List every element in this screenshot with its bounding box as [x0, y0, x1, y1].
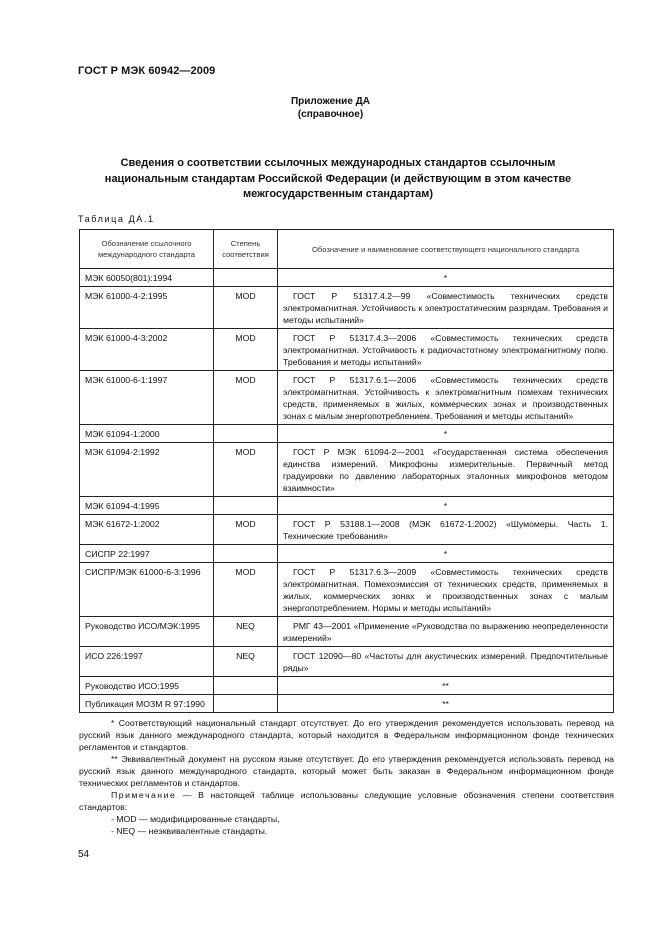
table-row — [80, 515, 614, 545]
cell-national-standard: ГОСТ Р 53188.1—2008 (МЭК 61672-1:2002) «Шумомеры. Часть 1. Технические требования» — [278, 515, 614, 545]
annex-type: (справочное) — [297, 109, 364, 120]
cell-national-standard: * — [278, 497, 614, 515]
table-row — [80, 329, 614, 371]
cell-national-standard: ГОСТ 12090—80 «Частоты для акустических измерений. Предпочтительные ряды» — [278, 647, 614, 677]
table-row — [80, 425, 614, 443]
table-row — [80, 371, 614, 425]
cell-degree: MOD — [214, 515, 278, 545]
footnote-double-star: ** Эквивалентный документ на русском языке отсутствует. До его утверждения рекомендуется использовать перевод на русский язык данного международного стандарта, который может быть заказан в Федеральном информационном фонде технических регламентов и стандартов. — [79, 754, 614, 788]
cell-intl-standard: СИСПР/МЭК 61000-6-3:1996 — [80, 563, 214, 617]
cell-degree: MOD — [214, 443, 278, 497]
page-number: 54 — [78, 849, 90, 860]
table-row — [80, 545, 614, 563]
cell-intl-standard: Руководство ИСО:1995 — [80, 677, 214, 695]
document-header: ГОСТ Р МЭК 60942—2009 — [78, 65, 216, 77]
cell-degree: MOD — [214, 329, 278, 371]
remark-item-mod: - MOD — модифицированные стандарты, — [111, 814, 280, 824]
footnotes — [79, 717, 614, 837]
table-row — [80, 695, 614, 713]
cell-degree — [214, 497, 278, 515]
remark-item-neq: - NEQ — неэквивалентные стандарты. — [111, 826, 268, 836]
cell-national-standard: ** — [278, 695, 614, 713]
cell-national-standard: * — [278, 269, 614, 287]
table-row — [80, 563, 614, 617]
table-row — [80, 677, 614, 695]
cell-intl-standard: ИСО 226:1997 — [80, 647, 214, 677]
header-intl-standard: Обозначение ссылочного международного стандарта — [80, 230, 214, 269]
cell-intl-standard: МЭК 61094-4:1995 — [80, 497, 214, 515]
annex-title: Приложение ДА — [290, 96, 371, 107]
cell-national-standard: ГОСТ Р 51317.6.1—2006 «Совместимость технических средств электромагнитная. Устойчивость к электромагнитным помехам технических средств, применяемых в жилых, коммерческих зонах и производственных зонах с малым энергопотреблением. Требования и методы испытаний» — [278, 371, 614, 425]
cell-degree — [214, 269, 278, 287]
cell-intl-standard: МЭК 61672-1:2002 — [80, 515, 214, 545]
cell-intl-standard: МЭК 61000-4-2:1995 — [80, 287, 214, 329]
cell-degree — [214, 695, 278, 713]
section-heading: Сведения о соответствии ссылочных международных стандартов ссылочным национальным стандартам Российской Федерации (и действующим в этом качестве межгосударственным стандартам) — [104, 157, 572, 200]
remark-text: — В настоящей таблице использованы следующие условные обозначения степени соответствия стандартов: — [79, 790, 614, 812]
cell-intl-standard: МЭК 60050(801):1994 — [80, 269, 214, 287]
cell-degree: MOD — [214, 371, 278, 425]
cell-degree: NEQ — [214, 617, 278, 647]
table-row — [80, 269, 614, 287]
cell-degree: MOD — [214, 287, 278, 329]
cell-intl-standard: Руководство ИСО/МЭК:1995 — [80, 617, 214, 647]
cell-national-standard: * — [278, 545, 614, 563]
footnote-single-star: * Соответствующий национальный стандарт отсутствует. До его утверждения рекомендуется использовать перевод на русский язык данного международного стандарта, который находится в Федеральном информационном фонде технических регламентов и стандартов. — [79, 718, 614, 752]
cell-national-standard: ГОСТ Р 51317.6.3—2009 «Совместимость технических средств электромагнитная. Помехоэмиссия от технических средств, применяемых в жилых, коммерческих зонах и производственных зонах с малым энергопотреблением. Нормы и методы испытаний» — [278, 563, 614, 617]
cell-national-standard: ** — [278, 677, 614, 695]
cell-intl-standard: МЭК 61094-1:2000 — [80, 425, 214, 443]
cell-national-standard: * — [278, 425, 614, 443]
cell-intl-standard: Публикация МОЗМ R 97:1990 — [80, 695, 214, 713]
remark-label: Примечание — [111, 790, 177, 800]
standards-table — [79, 229, 614, 713]
table-header-row — [80, 230, 614, 269]
cell-degree — [214, 545, 278, 563]
header-national-standard: Обозначение и наименование соответствующего национального стандарта — [278, 230, 614, 269]
cell-intl-standard: СИСПР 22:1997 — [80, 545, 214, 563]
header-degree: Степень соответствия — [214, 230, 278, 269]
table-row — [80, 443, 614, 497]
cell-national-standard: ГОСТ Р 51317.4.3—2006 «Совместимость технических средств электромагнитная. Устойчивость к радиочастотному электромагнитному полю. Требования и методы испытаний» — [278, 329, 614, 371]
table-caption: Таблица ДА.1 — [78, 214, 155, 224]
cell-degree: NEQ — [214, 647, 278, 677]
cell-degree: MOD — [214, 563, 278, 617]
cell-national-standard: РМГ 43—2001 «Применение «Руководства по выражению неопределенности измерений» — [278, 617, 614, 647]
cell-degree — [214, 425, 278, 443]
table-row — [80, 647, 614, 677]
cell-national-standard: ГОСТ Р 51317.4.2—99 «Совместимость технических средств электромагнитная. Устойчивость к электростатическим разрядам. Требования и методы испытаний» — [278, 287, 614, 329]
cell-intl-standard: МЭК 61094-2:1992 — [80, 443, 214, 497]
cell-intl-standard: МЭК 61000-4-3:2002 — [80, 329, 214, 371]
table-row — [80, 287, 614, 329]
table-row — [80, 497, 614, 515]
cell-national-standard: ГОСТ Р МЭК 61094-2—2001 «Государственная система обеспечения единства измерений. Микрофоны измерительные. Первичный метод градуировки по давлению лабораторных эталонных микрофонов методом взаимности» — [278, 443, 614, 497]
remark — [79, 789, 614, 813]
cell-intl-standard: МЭК 61000-6-1:1997 — [80, 371, 214, 425]
table-row — [80, 617, 614, 647]
cell-degree — [214, 677, 278, 695]
